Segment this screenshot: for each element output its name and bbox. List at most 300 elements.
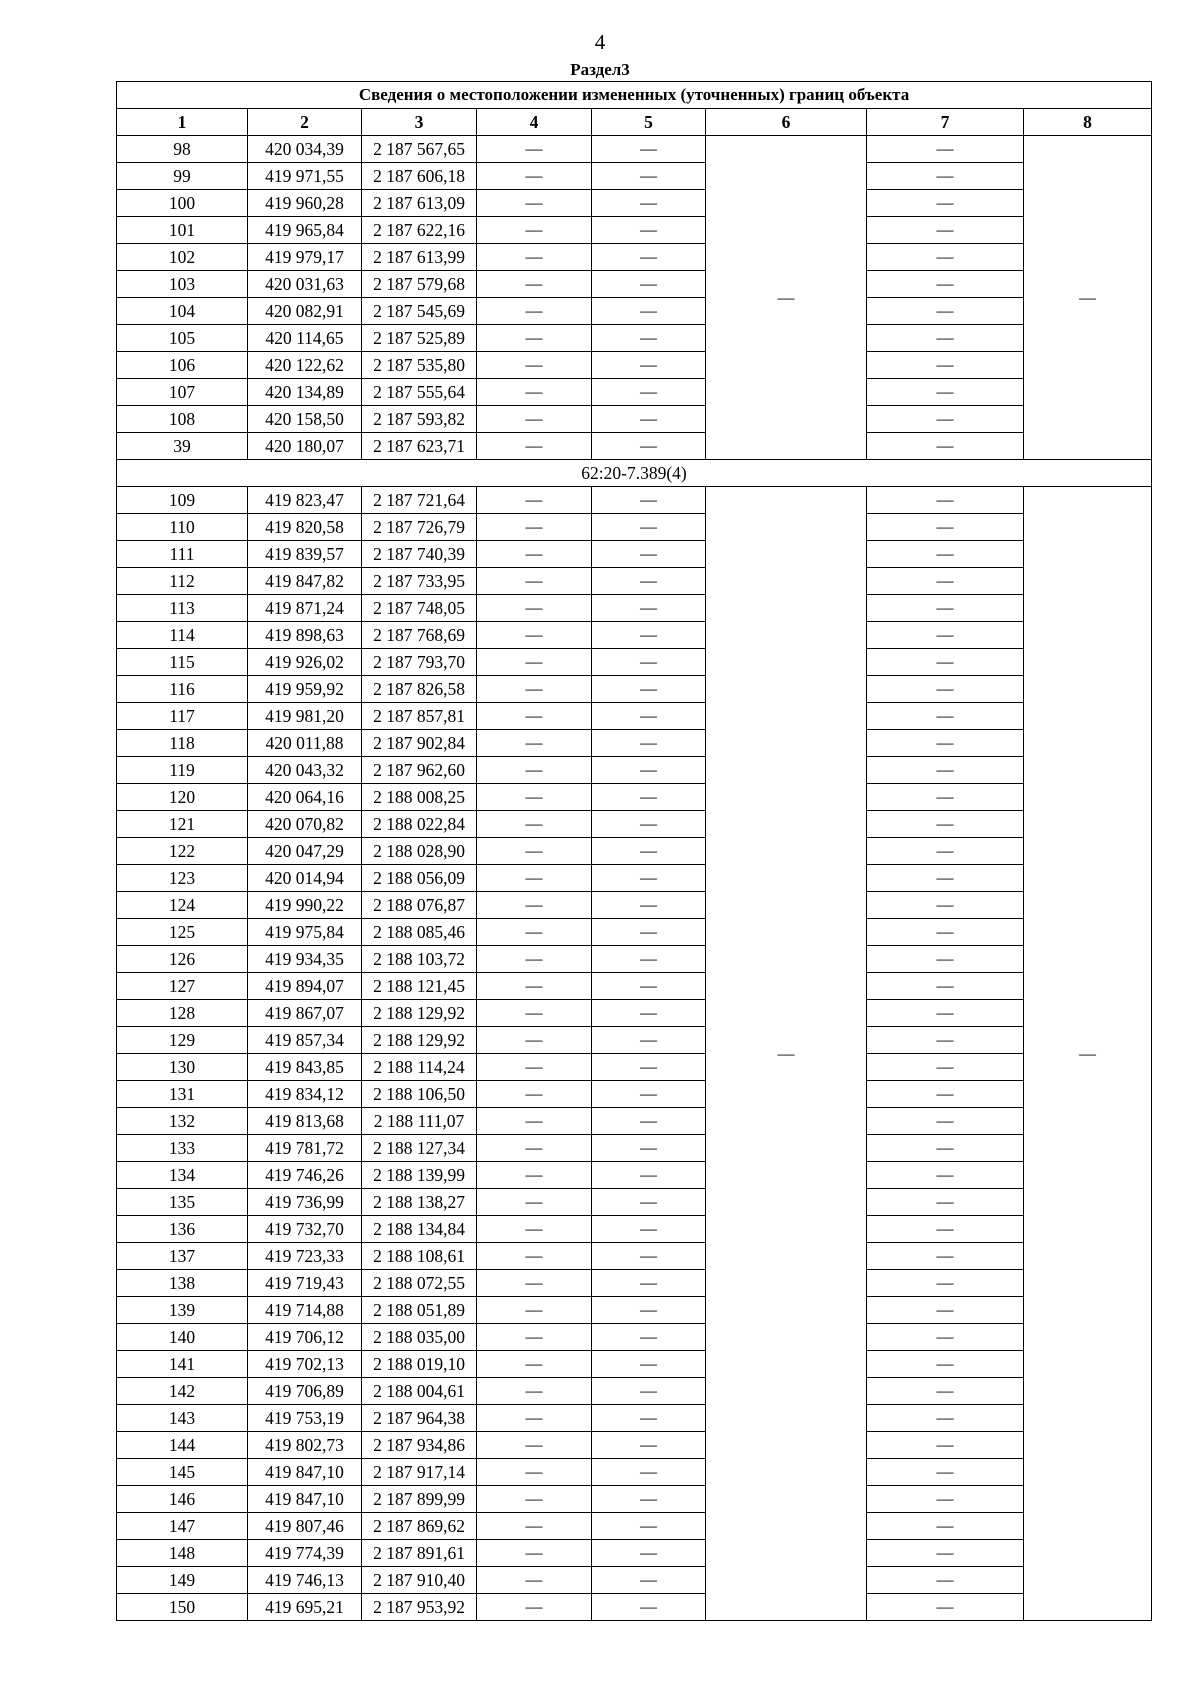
table-row: [117, 163, 1152, 190]
x-coordinate: 419 843,85: [248, 1054, 362, 1081]
column-4-value: —: [477, 1108, 592, 1135]
x-coordinate: 419 723,33: [248, 1243, 362, 1270]
column-7-value: —: [867, 1486, 1024, 1513]
x-coordinate: 419 990,22: [248, 892, 362, 919]
x-coordinate: 419 898,63: [248, 622, 362, 649]
column-4-value: —: [477, 811, 592, 838]
x-coordinate: 419 753,19: [248, 1405, 362, 1432]
table-row: [117, 1162, 1152, 1189]
y-coordinate: 2 188 008,25: [362, 784, 477, 811]
column-5-value: —: [592, 406, 706, 433]
column-5-value: —: [592, 1594, 706, 1621]
table-row: [117, 1027, 1152, 1054]
point-number: 132: [117, 1108, 248, 1135]
table-row: [117, 1135, 1152, 1162]
y-coordinate: 2 187 934,86: [362, 1432, 477, 1459]
table-row: [117, 973, 1152, 1000]
column-4-value: —: [477, 1189, 592, 1216]
y-coordinate: 2 187 857,81: [362, 703, 477, 730]
column-5-value: —: [592, 1459, 706, 1486]
table-row: [117, 190, 1152, 217]
x-coordinate: 419 979,17: [248, 244, 362, 271]
y-coordinate: 2 188 103,72: [362, 946, 477, 973]
y-coordinate: 2 187 962,60: [362, 757, 477, 784]
y-coordinate: 2 188 134,84: [362, 1216, 477, 1243]
column-5-value: —: [592, 811, 706, 838]
point-number: 137: [117, 1243, 248, 1270]
point-number: 113: [117, 595, 248, 622]
column-7-value: —: [867, 1135, 1024, 1162]
table-row: [117, 514, 1152, 541]
column-4-value: —: [477, 433, 592, 460]
y-coordinate: 2 187 869,62: [362, 1513, 477, 1540]
table-row: [117, 1567, 1152, 1594]
column-7-value: —: [867, 325, 1024, 352]
y-coordinate: 2 187 555,64: [362, 379, 477, 406]
x-coordinate: 419 871,24: [248, 595, 362, 622]
table-row: [117, 298, 1152, 325]
point-number: 109: [117, 487, 248, 514]
column-4-value: —: [477, 757, 592, 784]
column-5-value: —: [592, 298, 706, 325]
x-coordinate: 420 064,16: [248, 784, 362, 811]
point-number: 107: [117, 379, 248, 406]
y-coordinate: 2 188 076,87: [362, 892, 477, 919]
point-number: 143: [117, 1405, 248, 1432]
y-coordinate: 2 187 623,71: [362, 433, 477, 460]
x-coordinate: 419 706,89: [248, 1378, 362, 1405]
column-number: 5: [592, 109, 706, 136]
column-4-value: —: [477, 1459, 592, 1486]
column-7-value: —: [867, 892, 1024, 919]
column-5-value: —: [592, 703, 706, 730]
column-7-value: —: [867, 649, 1024, 676]
table-row: [117, 676, 1152, 703]
table-row: [117, 1324, 1152, 1351]
y-coordinate: 2 188 051,89: [362, 1297, 477, 1324]
column-4-value: —: [477, 1000, 592, 1027]
column-7-value: —: [867, 136, 1024, 163]
point-number: 139: [117, 1297, 248, 1324]
x-coordinate: 419 867,07: [248, 1000, 362, 1027]
column-7-value: —: [867, 514, 1024, 541]
point-number: 114: [117, 622, 248, 649]
x-coordinate: 419 702,13: [248, 1351, 362, 1378]
x-coordinate: 420 047,29: [248, 838, 362, 865]
y-coordinate: 2 188 019,10: [362, 1351, 477, 1378]
y-coordinate: 2 187 910,40: [362, 1567, 477, 1594]
table-row: [117, 541, 1152, 568]
table-row: [117, 568, 1152, 595]
x-coordinate: 419 719,43: [248, 1270, 362, 1297]
x-coordinate: 419 736,99: [248, 1189, 362, 1216]
point-number: 128: [117, 1000, 248, 1027]
y-coordinate: 2 188 022,84: [362, 811, 477, 838]
column-number: 1: [117, 109, 248, 136]
table-row: [117, 487, 1152, 514]
y-coordinate: 2 187 917,14: [362, 1459, 477, 1486]
x-coordinate: 419 813,68: [248, 1108, 362, 1135]
group-label: 62:20-7.389(4): [117, 460, 1152, 487]
column-number: 3: [362, 109, 477, 136]
table-row: [117, 1432, 1152, 1459]
point-number: 105: [117, 325, 248, 352]
y-coordinate: 2 188 072,55: [362, 1270, 477, 1297]
x-coordinate: 419 981,20: [248, 703, 362, 730]
x-coordinate: 419 781,72: [248, 1135, 362, 1162]
y-coordinate: 2 187 613,09: [362, 190, 477, 217]
column-5-value: —: [592, 433, 706, 460]
point-number: 99: [117, 163, 248, 190]
column-4-value: —: [477, 919, 592, 946]
column-5-value: —: [592, 1378, 706, 1405]
column-7-value: —: [867, 838, 1024, 865]
column-number: 7: [867, 109, 1024, 136]
column-7-value: —: [867, 406, 1024, 433]
table-row: [117, 1540, 1152, 1567]
column-5-value: —: [592, 919, 706, 946]
table-row: [117, 1405, 1152, 1432]
point-number: 136: [117, 1216, 248, 1243]
column-5-value: —: [592, 487, 706, 514]
point-number: 141: [117, 1351, 248, 1378]
point-number: 111: [117, 541, 248, 568]
table-row: [117, 838, 1152, 865]
y-coordinate: 2 187 891,61: [362, 1540, 477, 1567]
column-number-row: [117, 109, 1152, 136]
point-number: 102: [117, 244, 248, 271]
table-row: [117, 271, 1152, 298]
column-5-value: —: [592, 1189, 706, 1216]
column-4-value: —: [477, 703, 592, 730]
point-number: 108: [117, 406, 248, 433]
x-coordinate: 420 082,91: [248, 298, 362, 325]
point-number: 119: [117, 757, 248, 784]
column-7-value: —: [867, 1594, 1024, 1621]
column-4-value: —: [477, 676, 592, 703]
table-row: [117, 703, 1152, 730]
point-number: 121: [117, 811, 248, 838]
y-coordinate: 2 188 121,45: [362, 973, 477, 1000]
table-row: [117, 1081, 1152, 1108]
table-row: [117, 1351, 1152, 1378]
column-4-value: —: [477, 946, 592, 973]
column-5-value: —: [592, 217, 706, 244]
table-row: [117, 1378, 1152, 1405]
column-7-value: —: [867, 1162, 1024, 1189]
column-4-value: —: [477, 784, 592, 811]
y-coordinate: 2 187 768,69: [362, 622, 477, 649]
x-coordinate: 419 714,88: [248, 1297, 362, 1324]
column-5-value: —: [592, 1540, 706, 1567]
column-7-value: —: [867, 1270, 1024, 1297]
table-row: [117, 946, 1152, 973]
x-coordinate: 420 043,32: [248, 757, 362, 784]
column-4-value: —: [477, 298, 592, 325]
x-coordinate: 419 857,34: [248, 1027, 362, 1054]
column-5-value: —: [592, 1000, 706, 1027]
x-coordinate: 419 706,12: [248, 1324, 362, 1351]
table-body: [117, 136, 1152, 1621]
column-4-value: —: [477, 1081, 592, 1108]
column-4-value: —: [477, 136, 592, 163]
table-caption: Сведения о местоположении измененных (уточненных) границ объекта: [117, 82, 1152, 109]
x-coordinate: 420 034,39: [248, 136, 362, 163]
column-5-value: —: [592, 271, 706, 298]
column-7-value: —: [867, 1324, 1024, 1351]
table-row: [117, 919, 1152, 946]
y-coordinate: 2 187 964,38: [362, 1405, 477, 1432]
table-row: [117, 136, 1152, 163]
column-7-value: —: [867, 1216, 1024, 1243]
point-number: 144: [117, 1432, 248, 1459]
column-4-value: —: [477, 1324, 592, 1351]
point-number: 103: [117, 271, 248, 298]
point-number: 140: [117, 1324, 248, 1351]
y-coordinate: 2 187 535,80: [362, 352, 477, 379]
column-5-value: —: [592, 1054, 706, 1081]
column-7-value: —: [867, 811, 1024, 838]
x-coordinate: 419 820,58: [248, 514, 362, 541]
column-4-value: —: [477, 271, 592, 298]
column-4-value: —: [477, 244, 592, 271]
column-7-value: —: [867, 730, 1024, 757]
column-4-value: —: [477, 487, 592, 514]
column-4-value: —: [477, 1486, 592, 1513]
x-coordinate: 419 695,21: [248, 1594, 362, 1621]
column-7-value: —: [867, 703, 1024, 730]
column-7-value: —: [867, 433, 1024, 460]
table-row: [117, 352, 1152, 379]
column-5-value: —: [592, 1081, 706, 1108]
column-4-value: —: [477, 649, 592, 676]
column-7-value: —: [867, 379, 1024, 406]
x-coordinate: 420 122,62: [248, 352, 362, 379]
y-coordinate: 2 187 953,92: [362, 1594, 477, 1621]
point-number: 134: [117, 1162, 248, 1189]
point-number: 100: [117, 190, 248, 217]
column-4-value: —: [477, 568, 592, 595]
point-number: 106: [117, 352, 248, 379]
column-5-value: —: [592, 595, 706, 622]
y-coordinate: 2 188 138,27: [362, 1189, 477, 1216]
column-5-value: —: [592, 865, 706, 892]
x-coordinate: 419 834,12: [248, 1081, 362, 1108]
column-5-value: —: [592, 541, 706, 568]
column-7-value: —: [867, 217, 1024, 244]
table-row: [117, 1459, 1152, 1486]
y-coordinate: 2 188 114,24: [362, 1054, 477, 1081]
point-number: 130: [117, 1054, 248, 1081]
x-coordinate: 419 807,46: [248, 1513, 362, 1540]
column-4-value: —: [477, 1162, 592, 1189]
column-5-value: —: [592, 1351, 706, 1378]
column-7-value: —: [867, 919, 1024, 946]
caption-row: [117, 82, 1152, 109]
table-row: [117, 433, 1152, 460]
point-number: 145: [117, 1459, 248, 1486]
table-row: [117, 1270, 1152, 1297]
column-7-value: —: [867, 784, 1024, 811]
point-number: 117: [117, 703, 248, 730]
table-row: [117, 595, 1152, 622]
table-row: [117, 217, 1152, 244]
column-4-value: —: [477, 406, 592, 433]
x-coordinate: 419 847,82: [248, 568, 362, 595]
column-4-value: —: [477, 163, 592, 190]
column-4-value: —: [477, 1405, 592, 1432]
column-5-value: —: [592, 325, 706, 352]
x-coordinate: 419 823,47: [248, 487, 362, 514]
x-coordinate: 420 014,94: [248, 865, 362, 892]
column-5-value: —: [592, 1486, 706, 1513]
column-7-value: —: [867, 1567, 1024, 1594]
column-7-value: —: [867, 190, 1024, 217]
column-4-value: —: [477, 190, 592, 217]
x-coordinate: 419 926,02: [248, 649, 362, 676]
point-number: 115: [117, 649, 248, 676]
point-number: 124: [117, 892, 248, 919]
point-number: 146: [117, 1486, 248, 1513]
table-row: [117, 1216, 1152, 1243]
table-row: [117, 1513, 1152, 1540]
column-5-value: —: [592, 163, 706, 190]
table-row: [117, 1243, 1152, 1270]
column-number: 6: [706, 109, 867, 136]
y-coordinate: 2 187 721,64: [362, 487, 477, 514]
x-coordinate: 419 847,10: [248, 1459, 362, 1486]
boundary-coordinates-table: [116, 81, 1152, 1621]
y-coordinate: 2 188 106,50: [362, 1081, 477, 1108]
column-4-value: —: [477, 1054, 592, 1081]
column-7-value: —: [867, 541, 1024, 568]
column-5-value: —: [592, 190, 706, 217]
column-5-value: —: [592, 1513, 706, 1540]
y-coordinate: 2 188 111,07: [362, 1108, 477, 1135]
y-coordinate: 2 188 127,34: [362, 1135, 477, 1162]
table-row: [117, 406, 1152, 433]
column-4-value: —: [477, 1513, 592, 1540]
y-coordinate: 2 187 613,99: [362, 244, 477, 271]
table-row: [117, 811, 1152, 838]
column-5-value: —: [592, 1432, 706, 1459]
x-coordinate: 419 774,39: [248, 1540, 362, 1567]
y-coordinate: 2 187 793,70: [362, 649, 477, 676]
table-row: [117, 379, 1152, 406]
x-coordinate: 420 158,50: [248, 406, 362, 433]
y-coordinate: 2 188 139,99: [362, 1162, 477, 1189]
x-coordinate: 419 732,70: [248, 1216, 362, 1243]
x-coordinate: 420 011,88: [248, 730, 362, 757]
column-7-value: —: [867, 1081, 1024, 1108]
table-row: [117, 622, 1152, 649]
group-label-row: [117, 460, 1152, 487]
x-coordinate: 419 839,57: [248, 541, 362, 568]
column-4-value: —: [477, 1378, 592, 1405]
point-number: 101: [117, 217, 248, 244]
y-coordinate: 2 188 028,90: [362, 838, 477, 865]
y-coordinate: 2 188 129,92: [362, 1000, 477, 1027]
x-coordinate: 419 975,84: [248, 919, 362, 946]
y-coordinate: 2 187 899,99: [362, 1486, 477, 1513]
table-row: [117, 1000, 1152, 1027]
table-row: [117, 1297, 1152, 1324]
column-5-value: —: [592, 1243, 706, 1270]
table-row: [117, 1486, 1152, 1513]
column-5-value: —: [592, 1297, 706, 1324]
column-5-value: —: [592, 568, 706, 595]
point-number: 39: [117, 433, 248, 460]
point-number: 138: [117, 1270, 248, 1297]
point-number: 149: [117, 1567, 248, 1594]
column-4-value: —: [477, 541, 592, 568]
column-5-value: —: [592, 1270, 706, 1297]
column-4-value: —: [477, 1567, 592, 1594]
page-number: 4: [594, 30, 606, 54]
column-5-value: —: [592, 784, 706, 811]
column-4-value: —: [477, 1216, 592, 1243]
table-row: [117, 865, 1152, 892]
column-7-value: —: [867, 1054, 1024, 1081]
column-4-value: —: [477, 1594, 592, 1621]
y-coordinate: 2 187 726,79: [362, 514, 477, 541]
column-number: 2: [248, 109, 362, 136]
column-5-value: —: [592, 838, 706, 865]
point-number: 135: [117, 1189, 248, 1216]
y-coordinate: 2 188 056,09: [362, 865, 477, 892]
y-coordinate: 2 187 902,84: [362, 730, 477, 757]
column-7-value: —: [867, 1027, 1024, 1054]
point-number: 104: [117, 298, 248, 325]
x-coordinate: 420 031,63: [248, 271, 362, 298]
column-7-value: —: [867, 757, 1024, 784]
x-coordinate: 420 114,65: [248, 325, 362, 352]
column-5-value: —: [592, 379, 706, 406]
column-4-value: —: [477, 838, 592, 865]
column-7-value: —: [867, 973, 1024, 1000]
column-5-value: —: [592, 892, 706, 919]
column-4-value: —: [477, 1027, 592, 1054]
table-row: [117, 757, 1152, 784]
column-4-value: —: [477, 1351, 592, 1378]
column-4-value: —: [477, 1540, 592, 1567]
column-4-value: —: [477, 217, 592, 244]
point-number: 122: [117, 838, 248, 865]
x-coordinate: 419 746,26: [248, 1162, 362, 1189]
x-coordinate: 420 180,07: [248, 433, 362, 460]
y-coordinate: 2 187 733,95: [362, 568, 477, 595]
column-5-value: —: [592, 622, 706, 649]
y-coordinate: 2 188 085,46: [362, 919, 477, 946]
point-number: 98: [117, 136, 248, 163]
y-coordinate: 2 187 622,16: [362, 217, 477, 244]
y-coordinate: 2 188 035,00: [362, 1324, 477, 1351]
column-7-value: —: [867, 595, 1024, 622]
point-number: 116: [117, 676, 248, 703]
column-5-value: —: [592, 946, 706, 973]
y-coordinate: 2 188 004,61: [362, 1378, 477, 1405]
x-coordinate: 419 960,28: [248, 190, 362, 217]
table-row: [117, 892, 1152, 919]
column-5-value: —: [592, 973, 706, 1000]
column-5-value: —: [592, 1405, 706, 1432]
point-number: 142: [117, 1378, 248, 1405]
column-4-value: —: [477, 865, 592, 892]
column-5-value: —: [592, 1027, 706, 1054]
y-coordinate: 2 187 525,89: [362, 325, 477, 352]
y-coordinate: 2 187 606,18: [362, 163, 477, 190]
point-number: 150: [117, 1594, 248, 1621]
